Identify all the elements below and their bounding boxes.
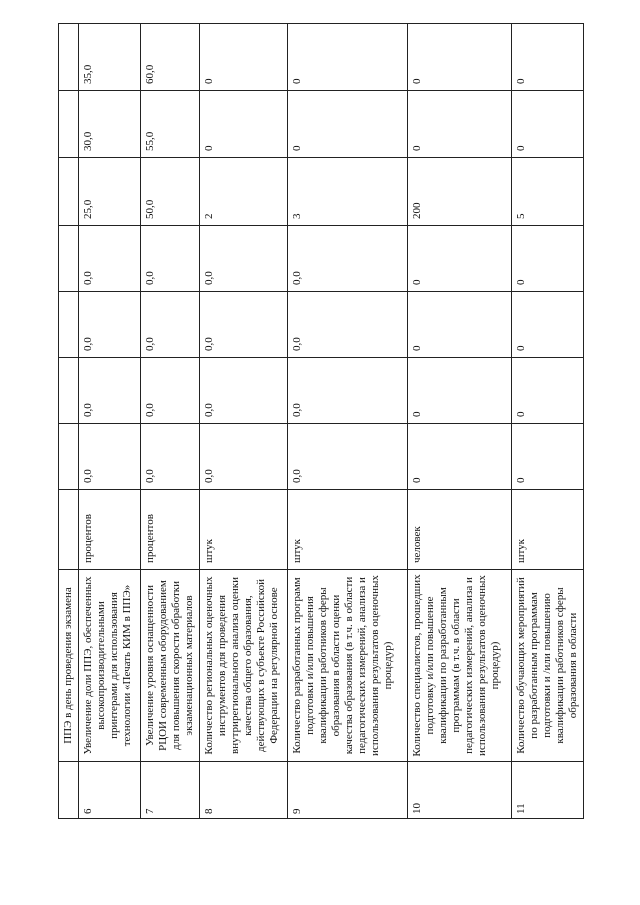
cell-row-number: 6: [78, 762, 140, 819]
cell-value: 0,0: [199, 226, 287, 292]
cell-value: 0,0: [287, 226, 407, 292]
cell-value: 0: [407, 226, 511, 292]
cell-value: 200: [407, 158, 511, 226]
cell-value: 2: [199, 158, 287, 226]
cell-unit: процентов: [140, 490, 199, 570]
cell-value: 30,0: [78, 91, 140, 158]
table-row: [140, 24, 199, 819]
cell-row-number: 9: [287, 762, 407, 819]
cell-value: 0: [287, 91, 407, 158]
cell-value: 0: [199, 91, 287, 158]
cell-row-number: 7: [140, 762, 199, 819]
cell-value: 0: [199, 24, 287, 91]
table-row: [78, 24, 140, 819]
cell-value: 35,0: [78, 24, 140, 91]
cell-value: 0: [407, 24, 511, 91]
cell-value: 0,0: [140, 424, 199, 490]
cell-indicator-name: Количество обучающих мероприятий по разработанным программам подготовки и /или повышению квалификации работников сферы образования в области: [511, 570, 583, 762]
cell-empty: [59, 24, 79, 91]
cell-row-number: 10: [407, 762, 511, 819]
cell-unit: штук: [199, 490, 287, 570]
cell-value: 0: [407, 292, 511, 358]
cell-value: 0: [407, 91, 511, 158]
table-row-continuation: [59, 24, 79, 819]
table-row: [287, 24, 407, 819]
cell-value: 0,0: [78, 292, 140, 358]
cell-value: 0,0: [287, 358, 407, 424]
cell-empty: [59, 158, 79, 226]
cell-value: 0: [511, 358, 583, 424]
cell-value: 0: [511, 292, 583, 358]
table-row: [511, 24, 583, 819]
cell-value: 0,0: [78, 358, 140, 424]
rotated-table-wrapper: [58, 24, 579, 819]
cell-unit: человек: [407, 490, 511, 570]
cell-value: 5: [511, 158, 583, 226]
cell-value: 50,0: [140, 158, 199, 226]
cell-value: 0,0: [199, 292, 287, 358]
cell-unit: процентов: [78, 490, 140, 570]
cell-value: 0,0: [199, 424, 287, 490]
cell-value: 0,0: [140, 226, 199, 292]
cell-value: 0: [511, 424, 583, 490]
cell-value: 0,0: [140, 292, 199, 358]
cell-row-number: 11: [511, 762, 583, 819]
cell-value: 0,0: [199, 358, 287, 424]
cell-value: 0,0: [78, 424, 140, 490]
cell-value: 55,0: [140, 91, 199, 158]
cell-value: 0: [511, 226, 583, 292]
cell-indicator-name: Количество региональных оценочных инструментов для проведения внутрирегионального анализа оценки качества общего образования, действующих в субъекте Российской Федерации на регулярной основе: [199, 570, 287, 762]
cell-indicator-name: Количество разработанных программ подготовки и/или повышения квалификации работников сферы образования в области оценки качества образования (в т.ч. в области педагогических измерений, анализа и использования результатов оценочных процедур): [287, 570, 407, 762]
cell-indicator-name: Увеличение уровня оснащенности РЦОИ современным оборудованием для повышения скорости обработки экзаменационных материалов: [140, 570, 199, 762]
table-row: [199, 24, 287, 819]
cell-row-number: 8: [199, 762, 287, 819]
cell-empty: [59, 91, 79, 158]
cell-empty: [59, 358, 79, 424]
cell-value: 25,0: [78, 158, 140, 226]
cell-empty: [59, 226, 79, 292]
cell-empty: [59, 424, 79, 490]
cell-unit: штук: [287, 490, 407, 570]
cell-indicator-name: Увеличение доли ППЭ, обеспеченных высокопроизводительными принтерами для использования технологии «Печать КИМ в ППЭ»: [78, 570, 140, 762]
indicators-table: [58, 23, 584, 819]
cell-value: 0: [407, 424, 511, 490]
cell-value: 0,0: [287, 424, 407, 490]
cell-empty: [59, 490, 79, 570]
cell-value: 0: [511, 91, 583, 158]
cell-value: 0,0: [140, 358, 199, 424]
cell-value: 60,0: [140, 24, 199, 91]
cell-no-empty: [59, 762, 79, 819]
cell-value: 0,0: [287, 292, 407, 358]
cell-value: 0,0: [78, 226, 140, 292]
cell-unit: штук: [511, 490, 583, 570]
cell-empty: [59, 292, 79, 358]
table-row: [407, 24, 511, 819]
cell-indicator-name: Количество специалистов, прошедших подготовку и/или повышение квалификации по разработанным программам (в т.ч. в области педагогических измерений, анализа и использования результатов оценочных процедур): [407, 570, 511, 762]
cell-value: 0: [407, 358, 511, 424]
cell-value: 0: [287, 24, 407, 91]
cell-continuation-text: ППЭ в день проведения экзамена: [59, 570, 79, 762]
cell-value: 3: [287, 158, 407, 226]
cell-value: 0: [511, 24, 583, 91]
